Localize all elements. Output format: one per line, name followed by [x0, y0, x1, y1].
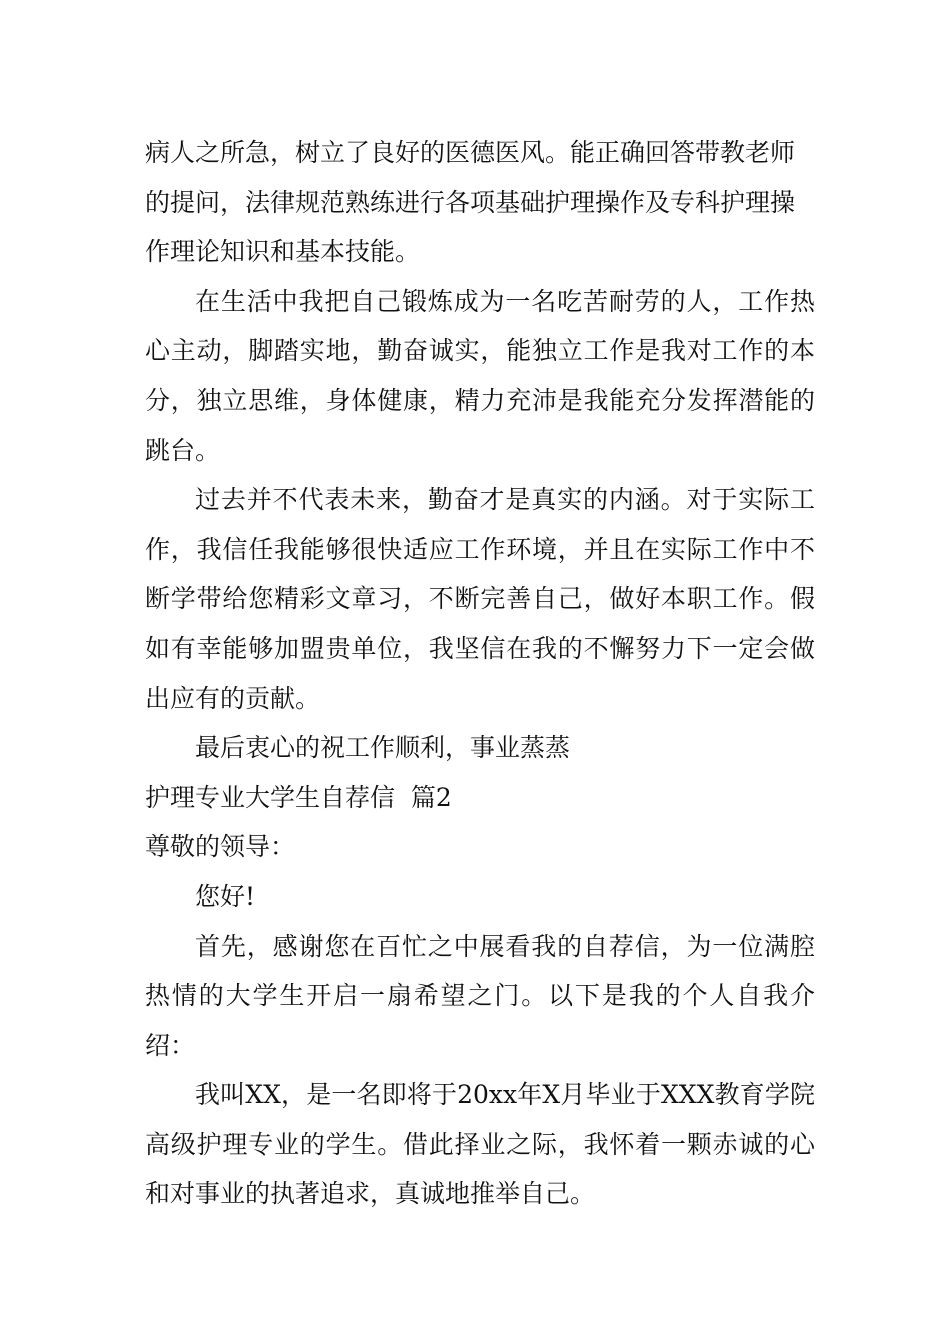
document-body [145, 128, 815, 1219]
paragraph-closing: 最后衷心的祝工作顺利，事业蒸蒸 [195, 733, 571, 763]
salutation: 尊敬的领导： [145, 832, 296, 862]
greeting: 您好! [195, 881, 256, 911]
paragraph-self: 我叫XX，是一名即将于20xx年X月毕业于XXX教育学院高级护理专业的学生。借此择业之际，我怀着一颗赤诚的心和对事业的执著追求，真诚地推举自己。 [145, 1080, 815, 1209]
section-heading: 护理专业大学生自荐信 篇2 [145, 782, 452, 812]
paragraph-intro: 首先，感谢您在百忙之中展看我的自荐信，为一位满腔热情的大学生开启一扇希望之门。以下是我的个人自我介绍： [145, 931, 815, 1060]
paragraph-continued: 病人之所急，树立了良好的医德医风。能正确回答带教老师的提问，法律规范熟练进行各项基础护理操作及专科护理操作理论知识和基本技能。 [145, 138, 796, 267]
paragraph-future: 过去并不代表未来，勤奋才是真实的内涵。对于实际工作，我信任我能够很快适应工作环境，并且在实际工作中不断学带给您精彩文章习，不断完善自己，做好本职工作。假如有幸能够加盟贵单位，我坚信在我的不懈努力下一定会做出应有的贡献。 [145, 485, 815, 713]
paragraph-life: 在生活中我把自己锻炼成为一名吃苦耐劳的人，工作热心主动，脚踏实地，勤奋诚实，能独立工作是我对工作的本分，独立思维，身体健康，精力充沛是我能充分发挥潜能的跳台。 [145, 286, 815, 465]
